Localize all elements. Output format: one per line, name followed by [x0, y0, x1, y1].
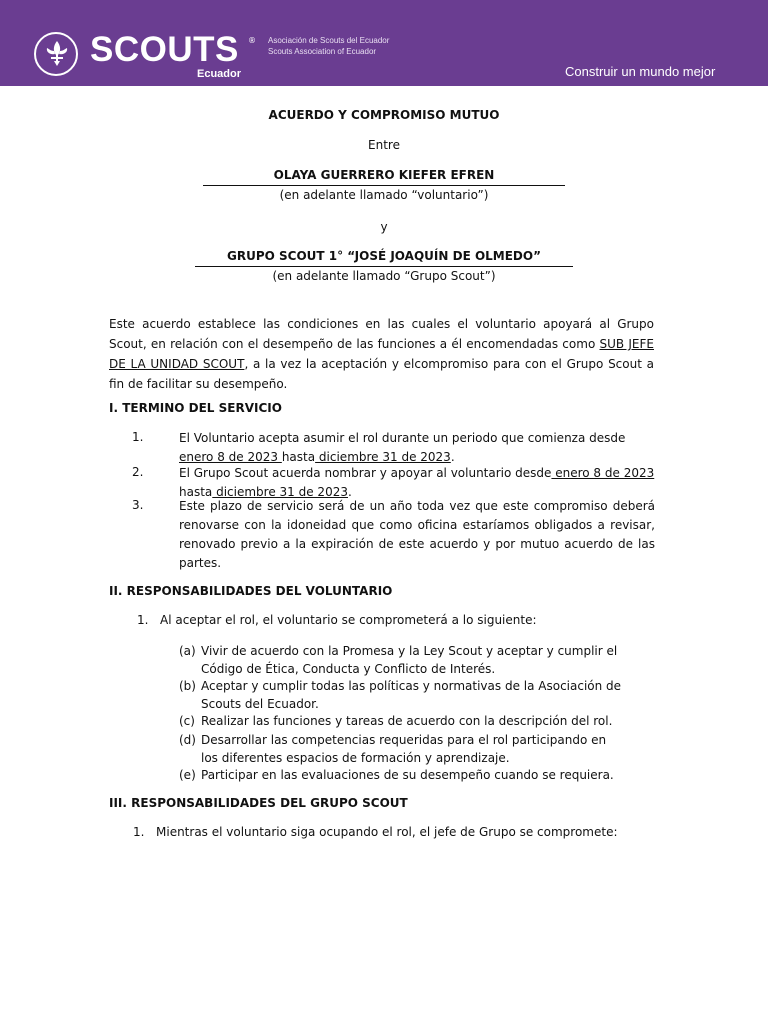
s1-item2-start-date: enero 8 de 2023	[551, 466, 655, 480]
registered-mark: ®	[248, 36, 256, 45]
tagline: Construir un mundo mejor	[565, 64, 716, 79]
header-banner	[0, 0, 768, 86]
s2-subitem-b-line2: Scouts del Ecuador.	[201, 697, 319, 711]
intro-text-1: Este acuerdo establece las condiciones en las cuales el voluntario apoyará al Grupo Scout, en relación con el desempeño de las funciones a él encomendadas como	[109, 317, 654, 351]
s1-item3-number: 3.	[132, 498, 144, 512]
party1-name: OLAYA GUERRERO KIEFER EFREN	[273, 168, 495, 182]
association-names	[268, 35, 389, 57]
s1-item1	[179, 429, 655, 467]
and-label: y	[380, 220, 388, 234]
s1-item1-start-date: enero 8 de 2023	[179, 450, 282, 464]
s2-item1-number: 1.	[137, 613, 149, 627]
s2-subitem-c	[179, 712, 657, 730]
brand-country: Ecuador	[197, 68, 242, 80]
s1-item3-text: Este plazo de servicio será de un año toda vez que este compromiso deberá renovarse con la idoneidad que como oficina estaríamos obligados a revisar, renovado previo a la expiración de este acuerdo y por mutuo acuerdo de las partes.	[179, 499, 655, 570]
section3-heading: III. RESPONSABILIDADES DEL GRUPO SCOUT	[109, 796, 408, 810]
party1-underline	[203, 185, 565, 186]
document-title: ACUERDO Y COMPROMISO MUTUO	[268, 108, 500, 122]
s1-item1-until: hasta	[281, 450, 316, 464]
s2-subitem-b-label: (b)	[179, 679, 196, 693]
party1-note: (en adelante llamado “voluntario”)	[279, 188, 489, 202]
s2-subitem-a	[179, 642, 657, 678]
association-name-es: Asociación de Scouts del Ecuador	[268, 36, 390, 45]
party2-note: (en adelante llamado “Grupo Scout”)	[272, 269, 496, 283]
party2-underline	[195, 266, 573, 267]
s2-subitem-d-line1: Desarrollar las competencias requeridas para el rol participando en	[201, 733, 607, 747]
s1-item1-number: 1.	[132, 430, 144, 444]
s1-item1-end: .	[450, 450, 455, 464]
s3-item1-text: Mientras el voluntario siga ocupando el rol, el jefe de Grupo se compromete:	[156, 825, 618, 839]
s2-subitem-d-label: (d)	[179, 733, 196, 747]
intro-text-2: , a la vez la aceptación y elcompromiso para con el Grupo Scout a fin de facilitar su desempeño.	[109, 357, 654, 391]
s1-item2-end-date: diciembre 31 de 2023	[212, 485, 348, 499]
s1-item2-end: .	[347, 485, 352, 499]
s2-subitem-a-line2: Código de Ética, Conducta y Conflicto de Interés.	[201, 662, 496, 676]
s3-item1-number: 1.	[133, 825, 145, 839]
section1-heading: I. TERMINO DEL SERVICIO	[109, 401, 282, 415]
s2-subitem-c-line1: Realizar las funciones y tareas de acuerdo con la descripción del rol.	[201, 714, 613, 728]
s1-item2-text: El Grupo Scout acuerda nombrar y apoyar al voluntario desde	[179, 466, 552, 480]
s2-subitem-a-label: (a)	[179, 644, 196, 658]
s2-subitem-a-line1: Vivir de acuerdo con la Promesa y la Ley Scout y aceptar y cumplir el	[201, 644, 618, 658]
between-label: Entre	[368, 138, 400, 152]
s2-item1-text: Al aceptar el rol, el voluntario se comprometerá a lo siguiente:	[160, 613, 537, 627]
intro-paragraph	[109, 314, 654, 394]
s1-item2-number: 2.	[132, 465, 144, 479]
intro-role: SUB JEFE DE LA UNIDAD SCOUT	[109, 337, 654, 371]
s2-subitem-d-line2: los diferentes espacios de formación y aprendizaje.	[201, 751, 510, 765]
s2-subitem-e-label: (e)	[179, 768, 196, 782]
party2-name: GRUPO SCOUT 1° “JOSÉ JOAQUÍN DE OLMEDO”	[227, 249, 541, 263]
s2-subitem-e-line1: Participar en las evaluaciones de su desempeño cuando se requiera.	[201, 768, 614, 782]
association-name-en: Scouts Association of Ecuador	[268, 47, 377, 56]
s1-item1-end-date: diciembre 31 de 2023	[315, 450, 451, 464]
s2-subitem-b	[179, 677, 657, 713]
section2-heading: II. RESPONSABILIDADES DEL VOLUNTARIO	[109, 584, 393, 598]
s2-subitem-b-line1: Aceptar y cumplir todas las políticas y normativas de la Asociación de	[201, 679, 622, 693]
s2-subitem-e	[179, 766, 657, 784]
s1-item1-text: El Voluntario acepta asumir el rol durante un periodo que comienza desde	[179, 431, 626, 445]
s1-item2-until: hasta	[179, 485, 213, 499]
fleur-de-lis-icon	[34, 32, 78, 76]
s2-subitem-d	[179, 731, 657, 767]
brand-logo-text: SCOUTS	[90, 30, 239, 69]
s2-subitem-c-label: (c)	[179, 714, 195, 728]
